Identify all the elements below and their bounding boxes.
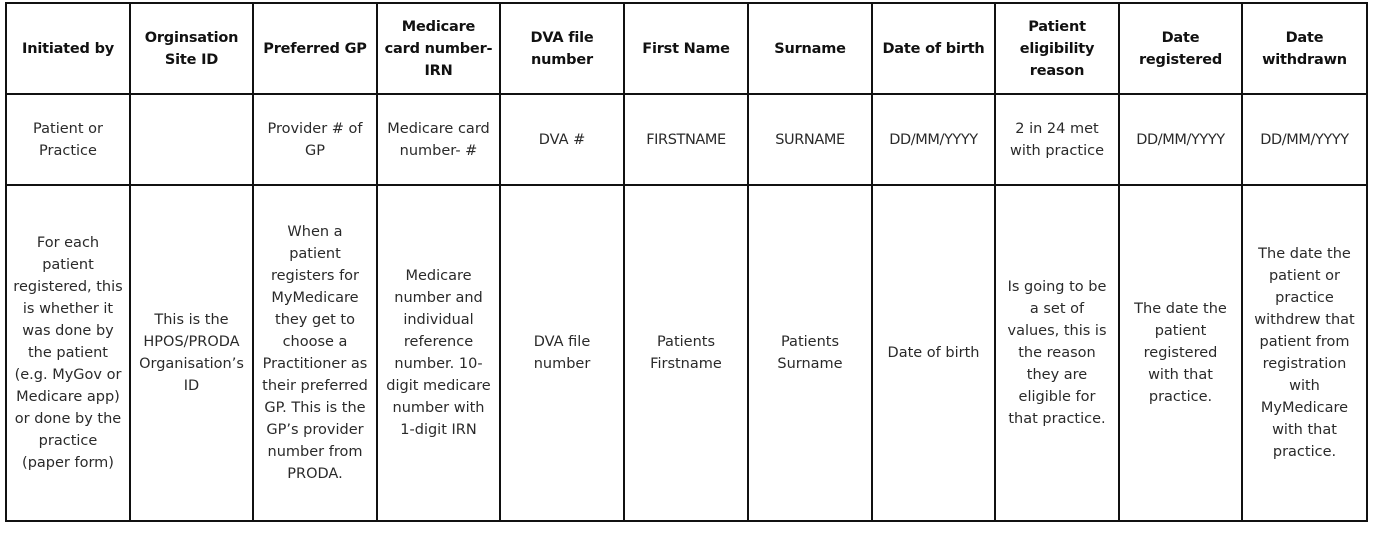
cell-medicare-card-number-format: Medicare card number- # <box>377 94 500 185</box>
cell-dva-file-number-format: DVA # <box>500 94 624 185</box>
cell-dva-file-number-description: DVA file number <box>500 185 624 521</box>
cell-initiated-by-description: For each patient registered, this is whether it was done by the patient (e.g. MyGov or Medicare app) or done by the practice (paper form) <box>6 185 130 521</box>
header-preferred-gp: Preferred GP <box>253 3 377 94</box>
cell-preferred-gp-description: When a patient registers for MyMedicare they get to choose a Practitioner as their preferred GP. This is the GP’s provider number from PRODA. <box>253 185 377 521</box>
cell-organisation-site-id-description: This is the HPOS/PRODA Organisation’s ID <box>130 185 253 521</box>
header-patient-eligibility-reason: Patient eligibility reason <box>995 3 1119 94</box>
cell-date-of-birth-format: DD/MM/YYYY <box>872 94 995 185</box>
table-row-description <box>6 185 1367 521</box>
cell-surname-format: SURNAME <box>748 94 872 185</box>
cell-date-of-birth-description: Date of birth <box>872 185 995 521</box>
header-date-withdrawn: Date withdrawn <box>1242 3 1367 94</box>
header-organisation-site-id: Orginsation Site ID <box>130 3 253 94</box>
cell-medicare-card-number-description: Medicare number and individual reference number. 10-digit medicare number with 1-digit IRN <box>377 185 500 521</box>
header-initiated-by: Initiated by <box>6 3 130 94</box>
header-date-registered: Date registered <box>1119 3 1242 94</box>
cell-patient-eligibility-reason-format: 2 in 24 met with practice <box>995 94 1119 185</box>
header-dva-file-number: DVA file number <box>500 3 624 94</box>
table-row-format <box>6 94 1367 185</box>
cell-first-name-format: FIRSTNAME <box>624 94 748 185</box>
cell-date-registered-format: DD/MM/YYYY <box>1119 94 1242 185</box>
cell-date-withdrawn-format: DD/MM/YYYY <box>1242 94 1367 185</box>
cell-patient-eligibility-reason-description: Is going to be a set of values, this is the reason they are eligible for that practice. <box>995 185 1119 521</box>
patient-registration-data-table <box>5 2 1368 522</box>
header-medicare-card-number-irn: Medicare card number-IRN <box>377 3 500 94</box>
cell-preferred-gp-format: Provider # of GP <box>253 94 377 185</box>
table-header-row <box>6 3 1367 94</box>
cell-initiated-by-format: Patient or Practice <box>6 94 130 185</box>
cell-first-name-description: Patients Firstname <box>624 185 748 521</box>
header-first-name: First Name <box>624 3 748 94</box>
cell-date-withdrawn-description: The date the patient or practice withdrew that patient from registration with MyMedicare with that practice. <box>1242 185 1367 521</box>
cell-date-registered-description: The date the patient registered with that practice. <box>1119 185 1242 521</box>
cell-organisation-site-id-format <box>130 94 253 185</box>
header-date-of-birth: Date of birth <box>872 3 995 94</box>
cell-surname-description: Patients Surname <box>748 185 872 521</box>
header-surname: Surname <box>748 3 872 94</box>
